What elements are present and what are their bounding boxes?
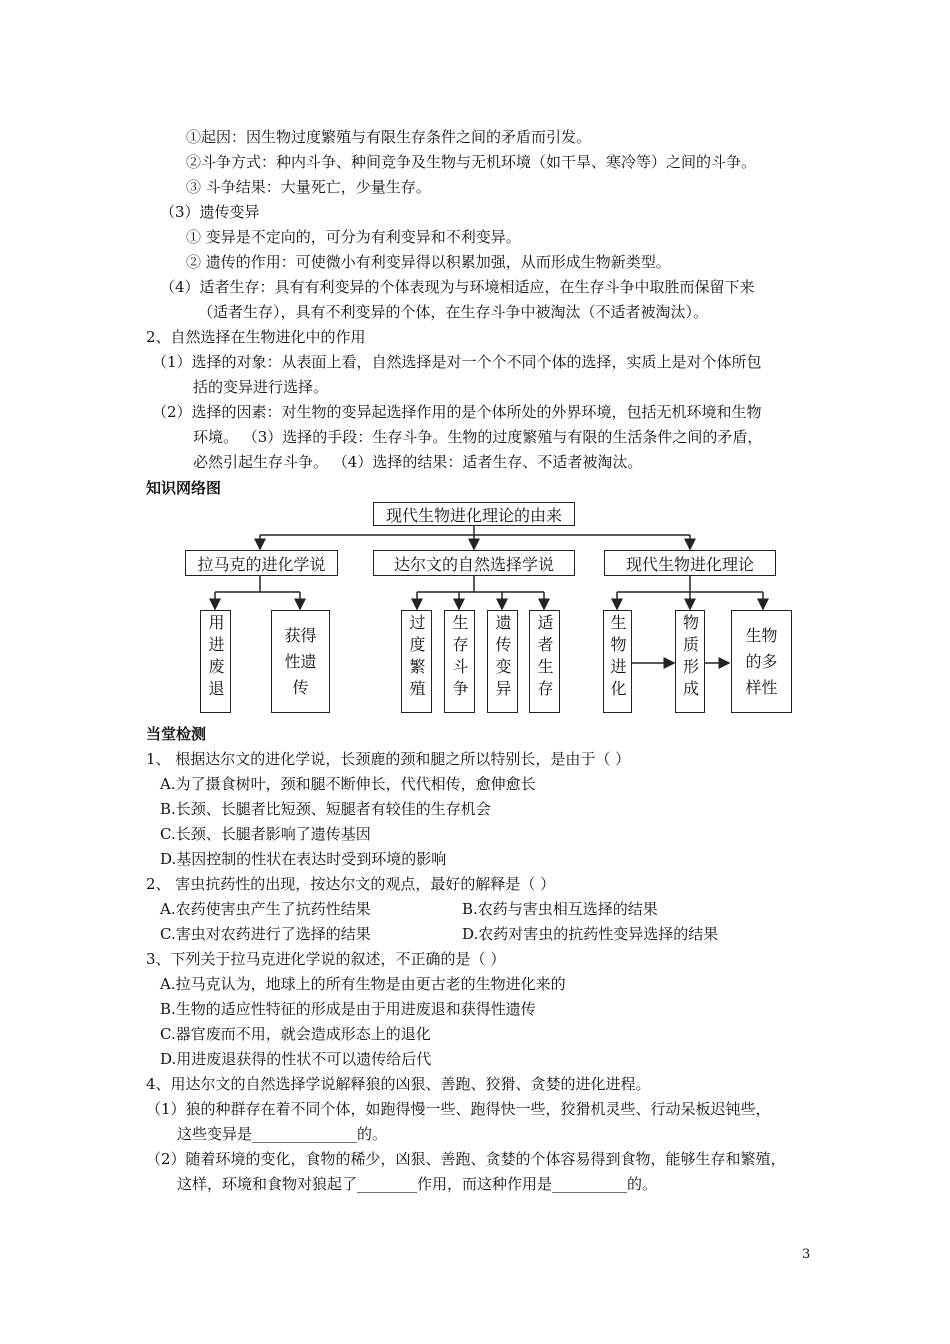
diagram-group-darwin: 达尔文的自然选择学说 [373, 550, 575, 576]
diagram-leaf: 适者生存 [529, 610, 560, 713]
diagram-leaf: 生物进化 [603, 610, 632, 713]
question-stem: 4、用达尔文的自然选择学说解释狼的凶狠、善跑、狡猾、贪婪的进化进程。 [146, 1075, 651, 1093]
text-line: ① 变异是不定向的，可分为有利变异和不利变异。 [186, 228, 521, 246]
question-option: B.长颈、长腿者比短颈、短腿者有较佳的生存机会 [160, 800, 491, 818]
question-option: B.农药与害虫相互选择的结果 [462, 900, 658, 918]
diagram-leaf: 用进废退 [200, 610, 231, 713]
diagram-leaf: 物质形成 [675, 610, 705, 713]
question-option: A.为了摄食树叶，颈和腿不断伸长，代代相传，愈伸愈长 [160, 775, 536, 793]
text-line: 必然引起生存斗争。 （4）选择的结果：适者生存、不适者被淘汰。 [193, 453, 643, 471]
text-line: 环境。 （3）选择的手段：生存斗争。生物的过度繁殖与有限的生活条件之间的矛盾， [193, 428, 763, 446]
text-line: ①起因：因生物过度繁殖与有限生存条件之间的矛盾而引发。 [186, 128, 592, 146]
diagram-leaf: 生物的多样性 [731, 610, 792, 713]
question-option: A.农药使害虫产生了抗药性结果 [160, 900, 371, 918]
question-option: D.用进废退获得的性状不可以遗传给后代 [160, 1050, 432, 1068]
text-line: （1）选择的对象：从表面上看，自然选择是对一个个不同个体的选择，实质上是对个体所包 [152, 353, 762, 371]
question-option: C.长颈、长腿者影响了遗传基因 [160, 825, 371, 843]
text-line: 2、自然选择在生物进化中的作用 [146, 328, 366, 346]
question-part: （1）狼的种群存在着不同个体，如跑得慢一些、跑得快一些，狡猾机灵些、行动呆板迟钝些， [146, 1100, 771, 1118]
question-option: B.生物的适应性特征的形成是由于用进废退和获得性遗传 [160, 1000, 536, 1018]
diagram-root: 现代生物进化理论的由来 [373, 502, 575, 526]
question-part: 这样，环境和食物对狼起了________作用，而这种作用是__________的。 [177, 1175, 658, 1193]
diagram-leaf: 过度繁殖 [401, 610, 432, 713]
text-line: （4）适者生存：具有有利变异的个体表现为与环境相适应，在生存斗争中取胜而保留下来 [160, 278, 755, 296]
question-option: C.害虫对农药进行了选择的结果 [160, 925, 371, 943]
page-number: 3 [802, 1247, 811, 1262]
diagram-leaf: 遗传变异 [487, 610, 518, 713]
diagram-leaf: 获得性遗传 [271, 610, 330, 713]
text-line: ③ 斗争结果：大量死亡，少量生存。 [186, 178, 431, 196]
question-option: A.拉马克认为，地球上的所有生物是由更古老的生物进化来的 [160, 975, 566, 993]
question-option: C.器官废而不用，就会造成形态上的退化 [160, 1025, 431, 1043]
question-stem: 3、下列关于拉马克进化学说的叙述，不正确的是（ ） [146, 950, 506, 968]
question-stem: 2、 害虫抗药性的出现，按达尔文的观点，最好的解释是（ ） [146, 875, 556, 893]
text-line: 括的变异进行选择。 [193, 378, 329, 396]
text-line: （2）选择的因素：对生物的变异起选择作用的是个体所处的外界环境，包括无机环境和生物 [152, 403, 762, 421]
text-line: （3）遗传变异 [160, 203, 260, 221]
section-heading: 知识网络图 [146, 479, 222, 497]
diagram-group-modern: 现代生物进化理论 [604, 550, 776, 576]
text-line: （适者生存），具有不利变异的个体，在生存斗争中被淘汰（不适者被淘汰）。 [198, 303, 709, 321]
text-line: ②斗争方式：种内斗争、种间竞争及生物与无机环境（如干旱、寒冷等）之间的斗争。 [186, 153, 757, 171]
question-option: D.农药对害虫的抗药性变异选择的结果 [462, 925, 719, 943]
question-stem: 1、 根据达尔文的进化学说，长颈鹿的颈和腿之所以特别长，是由于（ ） [146, 750, 631, 768]
question-part: 这些变异是______________的。 [177, 1125, 388, 1143]
text-line: ② 遗传的作用：可使微小有利变异得以积累加强，从而形成生物新类型。 [186, 253, 671, 271]
question-part: （2）随着环境的变化，食物的稀少，凶狠、善跑、贪婪的个体容易得到食物，能够生存和繁殖， [146, 1150, 786, 1168]
section-heading: 当堂检测 [146, 725, 207, 743]
diagram-leaf: 生存斗争 [444, 610, 475, 713]
question-option: D.基因控制的性状在表达时受到环境的影响 [160, 850, 447, 868]
diagram-group-lamarck: 拉马克的进化学说 [185, 550, 338, 576]
